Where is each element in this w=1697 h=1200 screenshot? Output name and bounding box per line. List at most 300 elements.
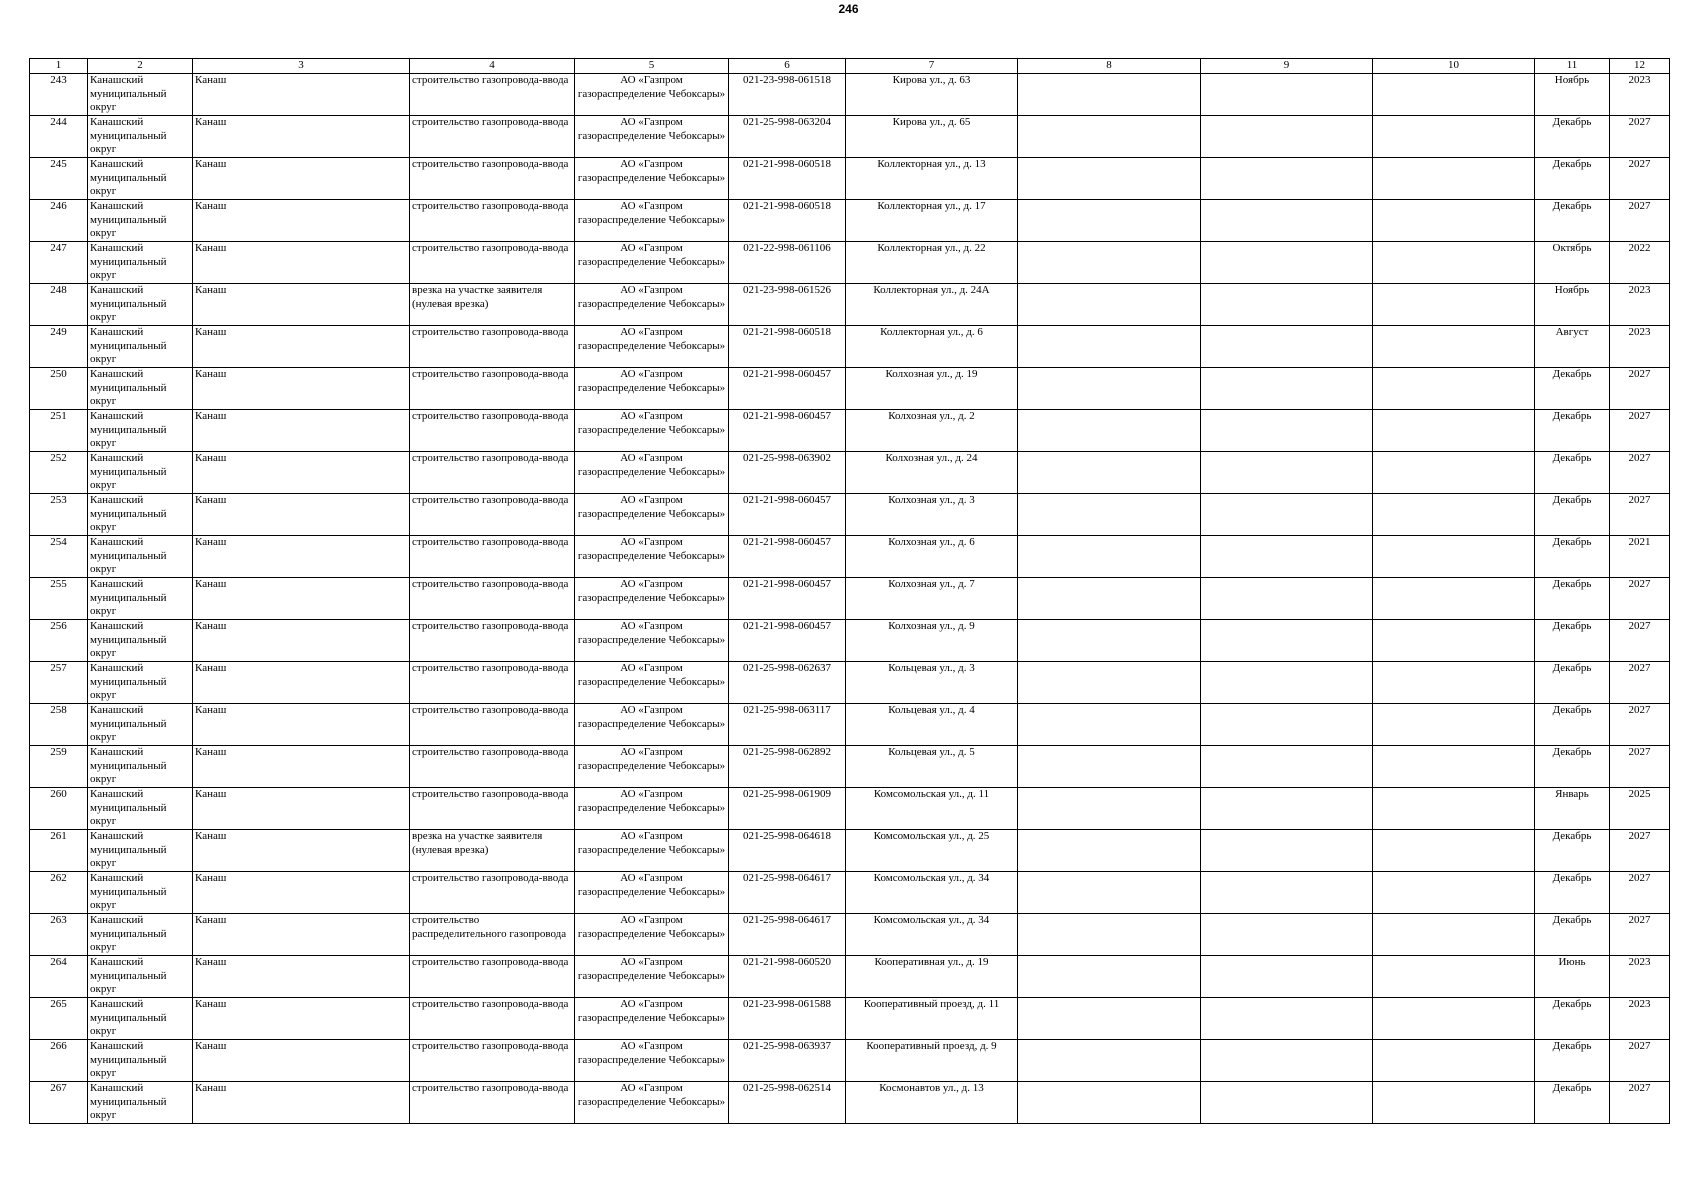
cell-text-year: 2027 bbox=[1628, 200, 1651, 212]
cell-work-type bbox=[410, 788, 575, 830]
cell-col9 bbox=[1201, 74, 1373, 116]
cell-text-n: 246 bbox=[50, 200, 67, 212]
cell-text-n: 265 bbox=[50, 998, 67, 1010]
cell-text-settlement: Канаш bbox=[195, 956, 227, 968]
cell-work-type bbox=[410, 914, 575, 956]
cell-col9 bbox=[1201, 410, 1373, 452]
cell-number bbox=[30, 494, 88, 536]
cell-text-address: Коллекторная ул., д. 17 bbox=[877, 200, 986, 212]
cell-text-month: Декабрь bbox=[1552, 704, 1592, 716]
cell-text-month: Август bbox=[1555, 326, 1589, 338]
cell-text-settlement: Канаш bbox=[195, 830, 227, 842]
cell-settlement bbox=[193, 200, 410, 242]
cell-text-work: строительство газопровода-ввода bbox=[412, 746, 569, 758]
cell-work-type bbox=[410, 1040, 575, 1082]
cell-col8 bbox=[1018, 326, 1201, 368]
cell-text-month: Декабрь bbox=[1552, 1082, 1592, 1094]
cell-col9 bbox=[1201, 746, 1373, 788]
cell-text-district: Канашский муниципальный округ bbox=[90, 158, 167, 197]
cell-text-year: 2027 bbox=[1628, 368, 1651, 380]
cell-district bbox=[88, 200, 193, 242]
cell-col8 bbox=[1018, 368, 1201, 410]
cell-settlement bbox=[193, 746, 410, 788]
cell-number bbox=[30, 410, 88, 452]
cell-address bbox=[846, 452, 1018, 494]
cell-text-code: 021-21-998-060518 bbox=[743, 158, 831, 170]
cell-text-org: АО «Газпром газораспределение Чебоксары» bbox=[577, 578, 726, 604]
cell-text-year: 2023 bbox=[1628, 326, 1651, 338]
cell-organization bbox=[575, 368, 729, 410]
cell-district bbox=[88, 788, 193, 830]
cell-col10 bbox=[1373, 1040, 1535, 1082]
cell-district bbox=[88, 116, 193, 158]
cell-month bbox=[1535, 662, 1610, 704]
cell-settlement bbox=[193, 830, 410, 872]
cell-col10 bbox=[1373, 200, 1535, 242]
cell-col8 bbox=[1018, 620, 1201, 662]
cell-text-work: строительство газопровода-ввода bbox=[412, 242, 569, 254]
cell-district bbox=[88, 74, 193, 116]
cell-text-address: Комсомольская ул., д. 34 bbox=[873, 872, 990, 884]
cell-month bbox=[1535, 200, 1610, 242]
cell-text-month: Декабрь bbox=[1552, 998, 1592, 1010]
cell-work-type bbox=[410, 704, 575, 746]
cell-code bbox=[729, 368, 846, 410]
cell-text-n: 257 bbox=[50, 662, 67, 674]
cell-text-settlement: Канаш bbox=[195, 536, 227, 548]
cell-col10 bbox=[1373, 830, 1535, 872]
cell-district bbox=[88, 1082, 193, 1124]
cell-code bbox=[729, 620, 846, 662]
cell-year bbox=[1610, 284, 1670, 326]
cell-code bbox=[729, 242, 846, 284]
cell-organization bbox=[575, 1040, 729, 1082]
cell-col9 bbox=[1201, 116, 1373, 158]
cell-col10 bbox=[1373, 242, 1535, 284]
cell-text-n: 262 bbox=[50, 872, 67, 884]
cell-text-org: АО «Газпром газораспределение Чебоксары» bbox=[577, 1040, 726, 1066]
cell-district bbox=[88, 536, 193, 578]
cell-text-work: врезка на участке заявителя (нулевая врезка) bbox=[412, 830, 543, 856]
cell-text-work: строительство газопровода-ввода bbox=[412, 74, 569, 86]
cell-organization bbox=[575, 704, 729, 746]
cell-text-address: Колхозная ул., д. 19 bbox=[885, 368, 978, 380]
cell-text-address: Колхозная ул., д. 6 bbox=[888, 536, 975, 548]
cell-address bbox=[846, 788, 1018, 830]
cell-text-year: 2027 bbox=[1628, 872, 1651, 884]
cell-text-month: Декабрь bbox=[1552, 410, 1592, 422]
cell-text-settlement: Канаш bbox=[195, 620, 227, 632]
cell-work-type bbox=[410, 830, 575, 872]
cell-work-type bbox=[410, 410, 575, 452]
column-header: 1 bbox=[30, 59, 88, 74]
cell-col9 bbox=[1201, 326, 1373, 368]
cell-settlement bbox=[193, 116, 410, 158]
cell-work-type bbox=[410, 200, 575, 242]
cell-text-org: АО «Газпром газораспределение Чебоксары» bbox=[577, 410, 726, 436]
cell-col10 bbox=[1373, 536, 1535, 578]
cell-year bbox=[1610, 74, 1670, 116]
cell-district bbox=[88, 326, 193, 368]
cell-text-code: 021-21-998-060457 bbox=[743, 536, 831, 548]
cell-text-work: строительство газопровода-ввода bbox=[412, 788, 569, 800]
cell-text-settlement: Канаш bbox=[195, 1040, 227, 1052]
cell-year bbox=[1610, 914, 1670, 956]
cell-text-district: Канашский муниципальный округ bbox=[90, 620, 167, 659]
cell-col10 bbox=[1373, 158, 1535, 200]
cell-text-code: 021-21-998-060457 bbox=[743, 494, 831, 506]
cell-year bbox=[1610, 956, 1670, 998]
cell-number bbox=[30, 116, 88, 158]
cell-code bbox=[729, 956, 846, 998]
cell-text-code: 021-21-998-060518 bbox=[743, 326, 831, 338]
cell-text-org: АО «Газпром газораспределение Чебоксары» bbox=[577, 704, 726, 730]
cell-col8 bbox=[1018, 116, 1201, 158]
cell-text-org: АО «Газпром газораспределение Чебоксары» bbox=[577, 746, 726, 772]
cell-text-year: 2027 bbox=[1628, 1040, 1651, 1052]
cell-month bbox=[1535, 158, 1610, 200]
cell-code bbox=[729, 830, 846, 872]
cell-col10 bbox=[1373, 452, 1535, 494]
cell-text-org: АО «Газпром газораспределение Чебоксары» bbox=[577, 494, 726, 520]
cell-text-month: Декабрь bbox=[1552, 494, 1592, 506]
cell-address bbox=[846, 998, 1018, 1040]
cell-work-type bbox=[410, 662, 575, 704]
cell-text-address: Космонавтов ул., д. 13 bbox=[879, 1082, 984, 1094]
cell-code bbox=[729, 116, 846, 158]
cell-month bbox=[1535, 284, 1610, 326]
cell-year bbox=[1610, 326, 1670, 368]
cell-text-address: Колхозная ул., д. 2 bbox=[888, 410, 975, 422]
cell-text-settlement: Канаш bbox=[195, 788, 227, 800]
cell-text-address: Кооперативный проезд, д. 11 bbox=[863, 998, 1000, 1010]
cell-district bbox=[88, 998, 193, 1040]
cell-text-org: АО «Газпром газораспределение Чебоксары» bbox=[577, 116, 726, 142]
cell-month bbox=[1535, 494, 1610, 536]
cell-text-settlement: Канаш bbox=[195, 914, 227, 926]
cell-text-n: 260 bbox=[50, 788, 67, 800]
cell-text-work: строительство газопровода-ввода bbox=[412, 956, 569, 968]
cell-number bbox=[30, 746, 88, 788]
cell-text-org: АО «Газпром газораспределение Чебоксары» bbox=[577, 200, 726, 226]
cell-text-work: строительство газопровода-ввода bbox=[412, 200, 569, 212]
cell-year bbox=[1610, 410, 1670, 452]
cell-text-month: Декабрь bbox=[1552, 452, 1592, 464]
cell-settlement bbox=[193, 914, 410, 956]
cell-text-settlement: Канаш bbox=[195, 326, 227, 338]
cell-text-code: 021-25-998-061909 bbox=[743, 788, 831, 800]
cell-text-org: АО «Газпром газораспределение Чебоксары» bbox=[577, 74, 726, 100]
registry-table bbox=[29, 58, 1670, 1124]
cell-year bbox=[1610, 368, 1670, 410]
cell-col9 bbox=[1201, 242, 1373, 284]
table-row bbox=[30, 788, 1670, 830]
cell-col10 bbox=[1373, 1082, 1535, 1124]
cell-text-code: 021-21-998-060518 bbox=[743, 200, 831, 212]
cell-col8 bbox=[1018, 494, 1201, 536]
cell-col8 bbox=[1018, 158, 1201, 200]
cell-work-type bbox=[410, 368, 575, 410]
column-header: 3 bbox=[193, 59, 410, 74]
cell-text-settlement: Канаш bbox=[195, 368, 227, 380]
cell-settlement bbox=[193, 74, 410, 116]
cell-text-month: Декабрь bbox=[1552, 368, 1592, 380]
cell-text-address: Кольцевая ул., д. 3 bbox=[888, 662, 975, 674]
cell-text-settlement: Канаш bbox=[195, 872, 227, 884]
cell-col9 bbox=[1201, 452, 1373, 494]
column-header: 9 bbox=[1201, 59, 1373, 74]
cell-col9 bbox=[1201, 200, 1373, 242]
cell-year bbox=[1610, 620, 1670, 662]
cell-number bbox=[30, 1082, 88, 1124]
cell-col10 bbox=[1373, 704, 1535, 746]
cell-text-n: 258 bbox=[50, 704, 67, 716]
cell-text-code: 021-25-998-062637 bbox=[743, 662, 831, 674]
cell-address bbox=[846, 956, 1018, 998]
cell-text-work: строительство газопровода-ввода bbox=[412, 1040, 569, 1052]
cell-text-work: врезка на участке заявителя (нулевая врезка) bbox=[412, 284, 543, 310]
cell-settlement bbox=[193, 452, 410, 494]
cell-code bbox=[729, 998, 846, 1040]
cell-year bbox=[1610, 704, 1670, 746]
cell-settlement bbox=[193, 620, 410, 662]
cell-text-code: 021-25-998-064617 bbox=[743, 872, 831, 884]
cell-text-org: АО «Газпром газораспределение Чебоксары» bbox=[577, 998, 726, 1024]
cell-settlement bbox=[193, 956, 410, 998]
cell-col9 bbox=[1201, 704, 1373, 746]
cell-month bbox=[1535, 452, 1610, 494]
cell-text-year: 2025 bbox=[1628, 788, 1651, 800]
cell-col8 bbox=[1018, 872, 1201, 914]
cell-number bbox=[30, 872, 88, 914]
cell-text-year: 2027 bbox=[1628, 830, 1651, 842]
cell-organization bbox=[575, 284, 729, 326]
cell-text-address: Кооперативный проезд, д. 9 bbox=[866, 1040, 997, 1052]
cell-text-year: 2027 bbox=[1628, 620, 1651, 632]
cell-work-type bbox=[410, 326, 575, 368]
cell-text-address: Кольцевая ул., д. 4 bbox=[888, 704, 975, 716]
cell-text-month: Ноябрь bbox=[1554, 284, 1590, 296]
cell-col10 bbox=[1373, 788, 1535, 830]
cell-text-org: АО «Газпром газораспределение Чебоксары» bbox=[577, 452, 726, 478]
cell-col8 bbox=[1018, 74, 1201, 116]
cell-year bbox=[1610, 158, 1670, 200]
cell-text-settlement: Канаш bbox=[195, 494, 227, 506]
cell-text-district: Канашский муниципальный округ bbox=[90, 1082, 167, 1121]
cell-text-org: АО «Газпром газораспределение Чебоксары» bbox=[577, 872, 726, 898]
cell-text-code: 021-21-998-060457 bbox=[743, 578, 831, 590]
cell-address bbox=[846, 200, 1018, 242]
cell-work-type bbox=[410, 116, 575, 158]
cell-organization bbox=[575, 410, 729, 452]
cell-text-month: Январь bbox=[1555, 788, 1589, 800]
table-row bbox=[30, 200, 1670, 242]
cell-text-year: 2021 bbox=[1628, 536, 1651, 548]
cell-text-n: 259 bbox=[50, 746, 67, 758]
cell-address bbox=[846, 1082, 1018, 1124]
cell-col9 bbox=[1201, 284, 1373, 326]
cell-text-code: 021-23-998-061518 bbox=[743, 74, 831, 86]
cell-text-work: строительство газопровода-ввода bbox=[412, 998, 569, 1010]
cell-district bbox=[88, 746, 193, 788]
cell-text-work: строительство газопровода-ввода bbox=[412, 662, 569, 674]
cell-col10 bbox=[1373, 662, 1535, 704]
cell-settlement bbox=[193, 872, 410, 914]
cell-col9 bbox=[1201, 368, 1373, 410]
cell-work-type bbox=[410, 536, 575, 578]
cell-number bbox=[30, 578, 88, 620]
cell-text-org: АО «Газпром газораспределение Чебоксары» bbox=[577, 536, 726, 562]
cell-settlement bbox=[193, 284, 410, 326]
cell-district bbox=[88, 620, 193, 662]
table-row bbox=[30, 158, 1670, 200]
cell-month bbox=[1535, 242, 1610, 284]
cell-text-n: 252 bbox=[50, 452, 67, 464]
cell-text-month: Декабрь bbox=[1552, 536, 1592, 548]
cell-text-work: строительство газопровода-ввода bbox=[412, 1082, 569, 1094]
cell-text-address: Колхозная ул., д. 7 bbox=[888, 578, 975, 590]
cell-work-type bbox=[410, 452, 575, 494]
cell-organization bbox=[575, 998, 729, 1040]
column-header: 11 bbox=[1535, 59, 1610, 74]
cell-col8 bbox=[1018, 242, 1201, 284]
cell-month bbox=[1535, 410, 1610, 452]
cell-district bbox=[88, 830, 193, 872]
cell-month bbox=[1535, 368, 1610, 410]
cell-col10 bbox=[1373, 116, 1535, 158]
cell-number bbox=[30, 452, 88, 494]
cell-text-work: строительство газопровода-ввода bbox=[412, 536, 569, 548]
cell-text-org: АО «Газпром газораспределение Чебоксары» bbox=[577, 662, 726, 688]
cell-year bbox=[1610, 200, 1670, 242]
cell-work-type bbox=[410, 158, 575, 200]
cell-organization bbox=[575, 620, 729, 662]
cell-address bbox=[846, 116, 1018, 158]
cell-text-year: 2027 bbox=[1628, 116, 1651, 128]
cell-district bbox=[88, 872, 193, 914]
cell-text-month: Декабрь bbox=[1552, 578, 1592, 590]
cell-text-code: 021-21-998-060457 bbox=[743, 410, 831, 422]
table-row bbox=[30, 284, 1670, 326]
cell-text-org: АО «Газпром газораспределение Чебоксары» bbox=[577, 1082, 726, 1108]
cell-text-org: АО «Газпром газораспределение Чебоксары» bbox=[577, 830, 726, 856]
cell-col8 bbox=[1018, 452, 1201, 494]
cell-col8 bbox=[1018, 704, 1201, 746]
cell-text-address: Коллекторная ул., д. 22 bbox=[877, 242, 986, 254]
table-row bbox=[30, 242, 1670, 284]
cell-code bbox=[729, 410, 846, 452]
cell-text-work: строительство распределительного газопровода bbox=[412, 914, 567, 940]
cell-col8 bbox=[1018, 578, 1201, 620]
cell-work-type bbox=[410, 872, 575, 914]
cell-text-month: Декабрь bbox=[1552, 914, 1592, 926]
cell-col9 bbox=[1201, 494, 1373, 536]
cell-text-code: 021-25-998-062514 bbox=[743, 1082, 831, 1094]
cell-number bbox=[30, 914, 88, 956]
cell-text-work: строительство газопровода-ввода bbox=[412, 494, 569, 506]
cell-year bbox=[1610, 452, 1670, 494]
table-row bbox=[30, 326, 1670, 368]
cell-text-n: 261 bbox=[50, 830, 67, 842]
cell-text-n: 249 bbox=[50, 326, 67, 338]
cell-col10 bbox=[1373, 746, 1535, 788]
cell-text-code: 021-25-998-063204 bbox=[743, 116, 831, 128]
cell-col10 bbox=[1373, 410, 1535, 452]
cell-code bbox=[729, 578, 846, 620]
cell-number bbox=[30, 662, 88, 704]
cell-organization bbox=[575, 158, 729, 200]
cell-text-year: 2027 bbox=[1628, 1082, 1651, 1094]
column-header: 10 bbox=[1373, 59, 1535, 74]
cell-month bbox=[1535, 536, 1610, 578]
cell-number bbox=[30, 536, 88, 578]
cell-address bbox=[846, 242, 1018, 284]
cell-number bbox=[30, 998, 88, 1040]
cell-district bbox=[88, 578, 193, 620]
cell-text-settlement: Канаш bbox=[195, 242, 227, 254]
cell-text-settlement: Канаш bbox=[195, 1082, 227, 1094]
cell-text-code: 021-22-998-061106 bbox=[743, 242, 831, 254]
cell-code bbox=[729, 1082, 846, 1124]
cell-text-org: АО «Газпром газораспределение Чебоксары» bbox=[577, 158, 726, 184]
cell-text-n: 263 bbox=[50, 914, 67, 926]
cell-col9 bbox=[1201, 830, 1373, 872]
cell-col8 bbox=[1018, 536, 1201, 578]
cell-text-org: АО «Газпром газораспределение Чебоксары» bbox=[577, 242, 726, 268]
cell-address bbox=[846, 410, 1018, 452]
cell-work-type bbox=[410, 956, 575, 998]
cell-text-district: Канашский муниципальный округ bbox=[90, 746, 167, 785]
cell-text-district: Канашский муниципальный округ bbox=[90, 914, 167, 953]
cell-col10 bbox=[1373, 284, 1535, 326]
cell-settlement bbox=[193, 368, 410, 410]
cell-code bbox=[729, 74, 846, 116]
cell-code bbox=[729, 704, 846, 746]
cell-text-year: 2027 bbox=[1628, 704, 1651, 716]
table-row bbox=[30, 368, 1670, 410]
cell-text-district: Канашский муниципальный округ bbox=[90, 788, 167, 827]
registry-body bbox=[30, 74, 1670, 1124]
cell-text-work: строительство газопровода-ввода bbox=[412, 326, 569, 338]
cell-text-code: 021-25-998-063902 bbox=[743, 452, 831, 464]
cell-col10 bbox=[1373, 326, 1535, 368]
cell-text-n: 243 bbox=[50, 74, 67, 86]
cell-text-code: 021-25-998-063117 bbox=[743, 704, 831, 716]
cell-work-type bbox=[410, 1082, 575, 1124]
cell-text-district: Канашский муниципальный округ bbox=[90, 326, 167, 365]
cell-year bbox=[1610, 1082, 1670, 1124]
cell-district bbox=[88, 284, 193, 326]
cell-text-address: Комсомольская ул., д. 25 bbox=[873, 830, 990, 842]
cell-text-code: 021-23-998-061588 bbox=[743, 998, 831, 1010]
cell-text-year: 2022 bbox=[1628, 242, 1651, 254]
cell-text-district: Канашский муниципальный округ bbox=[90, 662, 167, 701]
cell-text-address: Комсомольская ул., д. 11 bbox=[873, 788, 990, 800]
cell-text-month: Декабрь bbox=[1552, 116, 1592, 128]
cell-col8 bbox=[1018, 914, 1201, 956]
cell-settlement bbox=[193, 1040, 410, 1082]
cell-text-org: АО «Газпром газораспределение Чебоксары» bbox=[577, 284, 726, 310]
cell-col10 bbox=[1373, 914, 1535, 956]
cell-year bbox=[1610, 872, 1670, 914]
cell-col8 bbox=[1018, 830, 1201, 872]
cell-text-district: Канашский муниципальный округ bbox=[90, 872, 167, 911]
cell-col9 bbox=[1201, 872, 1373, 914]
cell-text-work: строительство газопровода-ввода bbox=[412, 578, 569, 590]
cell-month bbox=[1535, 1040, 1610, 1082]
cell-number bbox=[30, 242, 88, 284]
cell-work-type bbox=[410, 242, 575, 284]
